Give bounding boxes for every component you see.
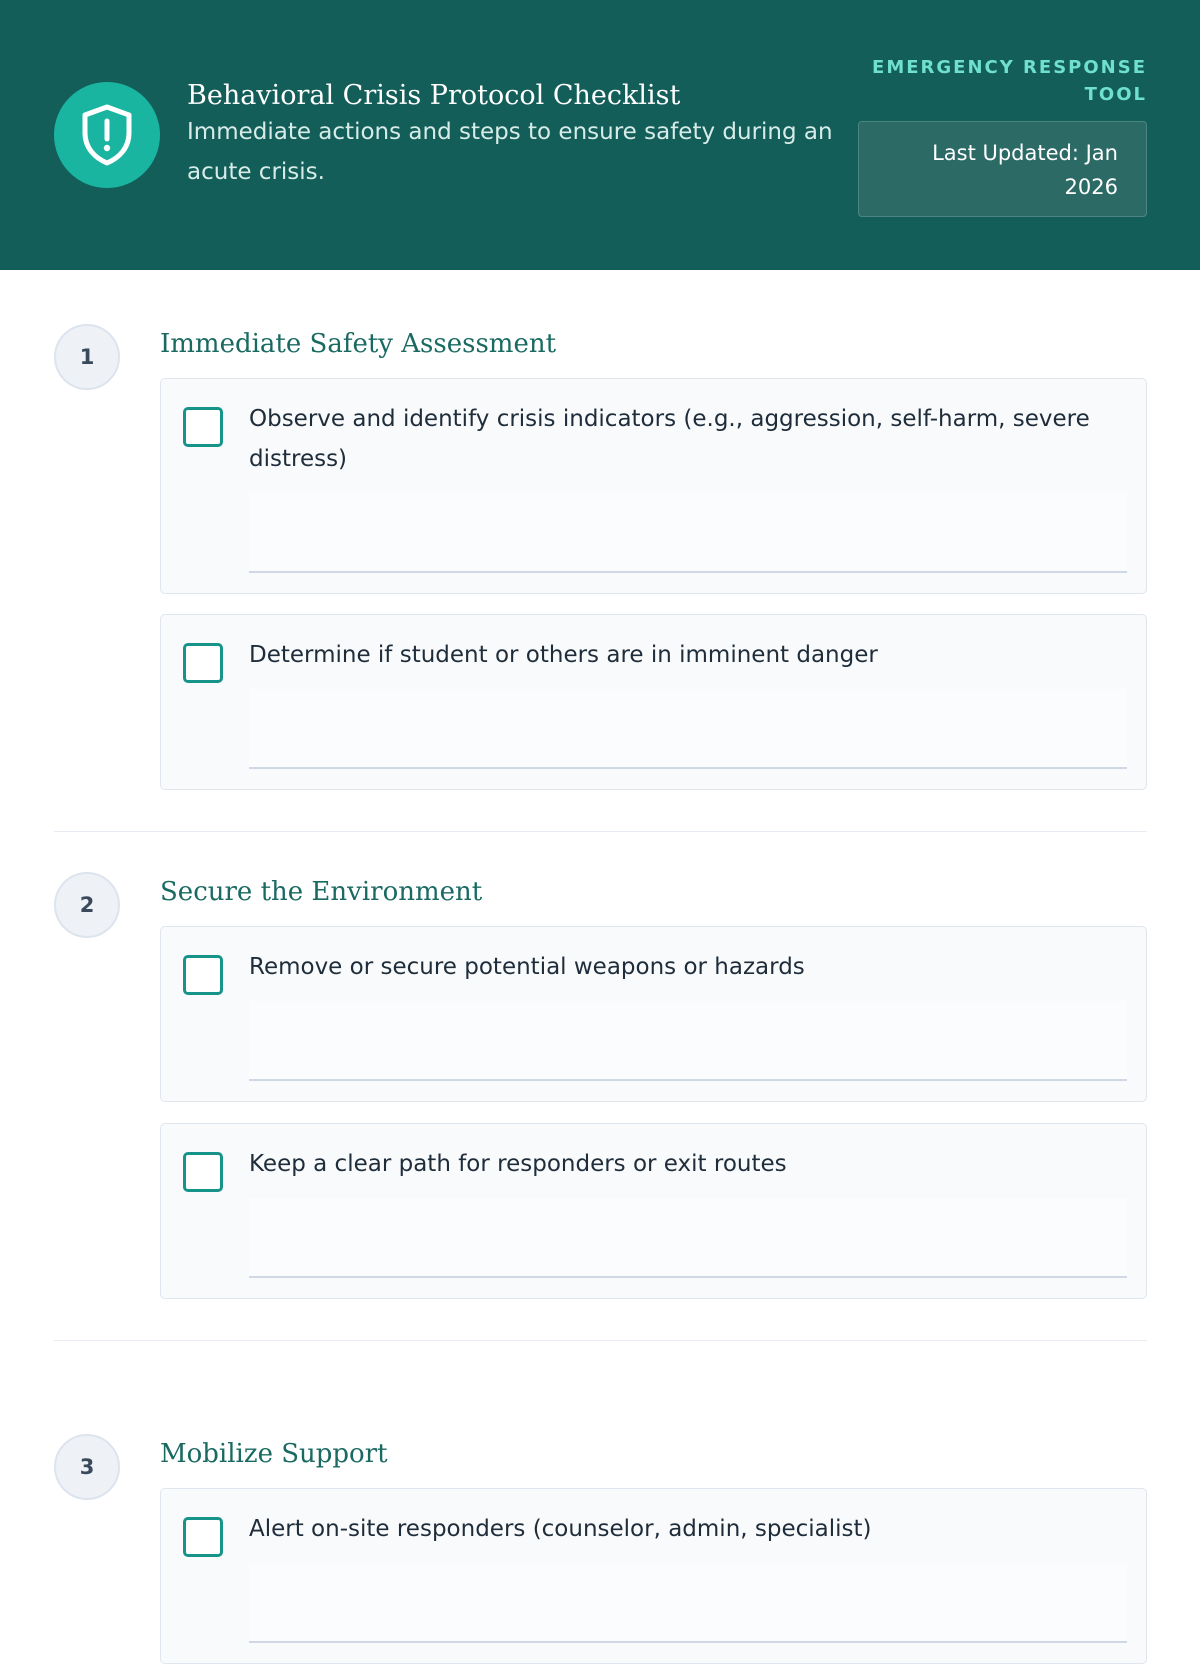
checklist-item xyxy=(160,926,1147,1102)
page-title: Behavioral Crisis Protocol Checklist xyxy=(187,80,681,111)
item-checkbox[interactable] xyxy=(183,1152,223,1192)
item-text: Determine if student or others are in imminent danger xyxy=(249,642,878,668)
checklist-item xyxy=(160,1123,1147,1299)
page-subtitle: Immediate actions and steps to ensure safety during an acute crisis. xyxy=(187,119,833,185)
item-checkbox[interactable] xyxy=(183,643,223,683)
section-title: Immediate Safety Assessment xyxy=(160,329,557,359)
item-note-input[interactable] xyxy=(249,1563,1127,1643)
item-text: Observe and identify crisis indicators (e.g., aggression, self-harm, severe distress) xyxy=(249,406,1090,472)
section-title: Mobilize Support xyxy=(160,1439,388,1469)
shield-alert-icon xyxy=(54,82,160,188)
section-divider xyxy=(54,831,1147,832)
tool-label: EMERGENCY RESPONSE TOOL xyxy=(872,57,1147,105)
item-note-input[interactable] xyxy=(249,1001,1127,1081)
item-note-input[interactable] xyxy=(249,493,1127,573)
section-number: 2 xyxy=(54,872,120,938)
checklist-item xyxy=(160,1488,1147,1664)
item-note-input[interactable] xyxy=(249,1198,1127,1278)
section-number: 3 xyxy=(54,1434,120,1500)
last-updated-badge: Last Updated: Jan 2026 xyxy=(858,121,1147,217)
item-text: Keep a clear path for responders or exit routes xyxy=(249,1151,787,1177)
item-note-input[interactable] xyxy=(249,689,1127,769)
item-checkbox[interactable] xyxy=(183,1517,223,1557)
checklist-item xyxy=(160,378,1147,594)
section-number: 1 xyxy=(54,324,120,390)
item-checkbox[interactable] xyxy=(183,407,223,447)
item-checkbox[interactable] xyxy=(183,955,223,995)
checklist-item xyxy=(160,614,1147,790)
item-text: Alert on-site responders (counselor, admin, specialist) xyxy=(249,1516,872,1542)
item-text: Remove or secure potential weapons or hazards xyxy=(249,954,805,980)
page-header xyxy=(0,0,1200,270)
section-title: Secure the Environment xyxy=(160,877,483,907)
section-divider xyxy=(54,1340,1147,1341)
